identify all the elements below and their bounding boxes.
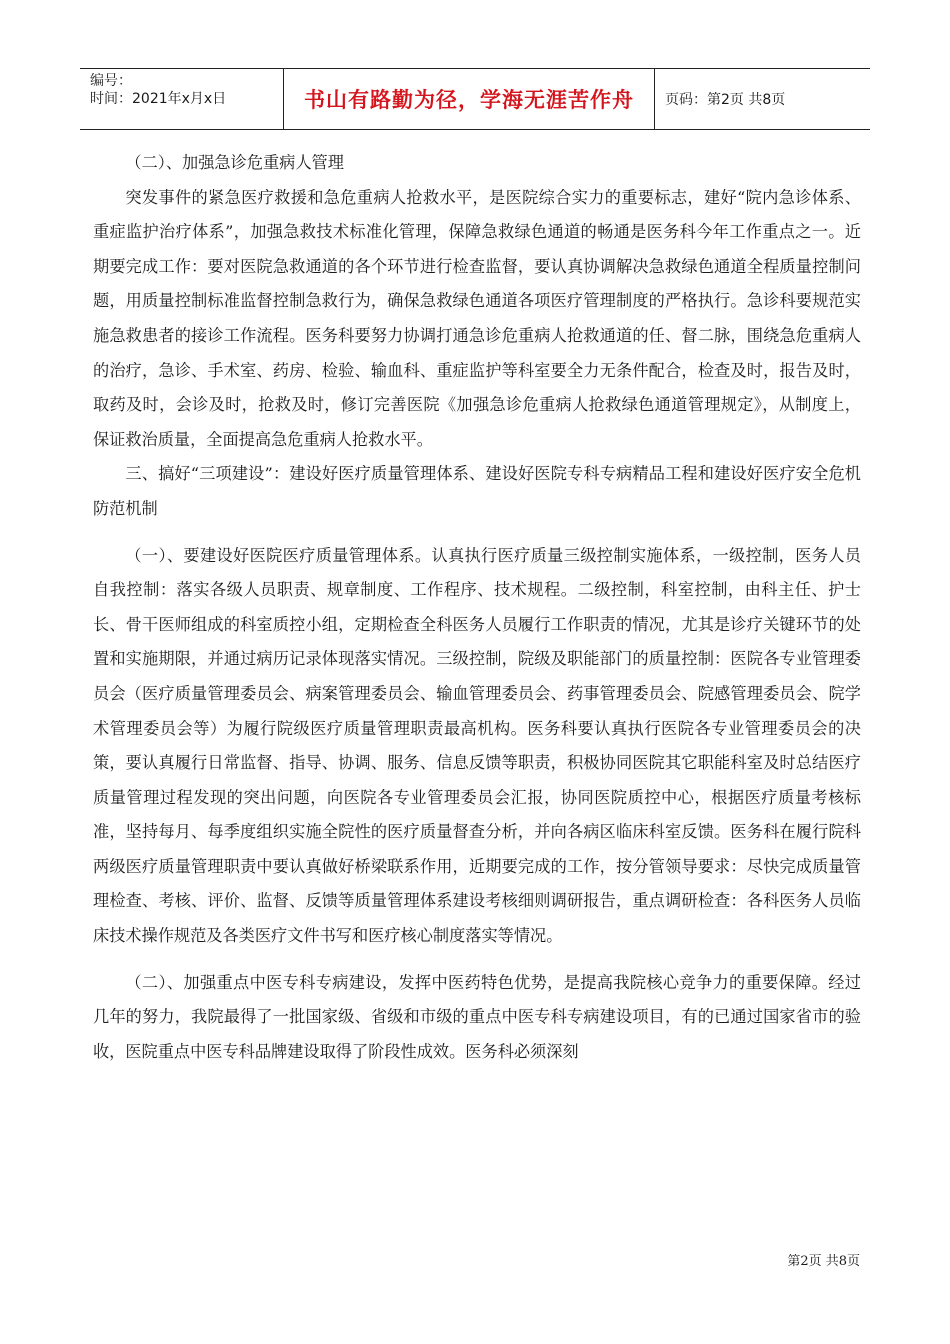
document-number-label: 编号：: [90, 73, 132, 89]
page-header: [80, 68, 870, 130]
document-time-label: 时间：2021年x月x日: [90, 91, 227, 107]
document-body: [93, 146, 861, 1069]
page-footer: 第2页 共8页: [787, 1254, 860, 1269]
section-heading-emergency: （二）、加强急诊危重病人管理: [125, 153, 344, 172]
header-meta: [80, 69, 283, 129]
paragraph-emergency-management: 突发事件的紧急医疗救援和急危重病人抢救水平，是医院综合实力的重要标志，建好“院内急诊体系、重症监护治疗体系”，加强急救技术标准化管理，保障急救绿色通道的畅通是医务科今年工作重点之一。近期要完成工作：要对医院急救通道的各个环节进行检查监督，要认真协调解决急救绿色通道全程质量控制问题，用质量控制标准监督控制急救行为，确保急救绿色通道各项医疗管理制度的严格执行。急诊科要规范实施急救患者的接诊工作流程。医务科要努力协调打通急诊危重病人抢救通道的任、督二脉，围绕急危重病人的治疗，急诊、手术室、药房、检验、输血科、重症监护等科室要全力无条件配合，检查及时，报告及时，取药及时，会诊及时，抢救及时，修订完善医院《加强急诊危重病人抢救绿色通道管理规定》，从制度上，保证救治质量，全面提高急危重病人抢救水平。: [93, 187, 861, 449]
paragraph-quality-system: （一）、要建设好医院医疗质量管理体系。认真执行医疗质量三级控制实施体系，一级控制，医务人员自我控制：落实各级人员职责、规章制度、工作程序、技术规程。二级控制，科室控制，由科主任、护士长、骨干医师组成的科室质控小组，定期检查全科医务人员履行工作职责的情况，尤其是诊疗关键环节的处置和实施期限，并通过病历记录体现落实情况。三级控制，院级及职能部门的质量控制：医院各专业管理委员会（医疗质量管理委员会、病案管理委员会、输血管理委员会、药事管理委员会、院感管理委员会、院学术管理委员会等）为履行院级医疗质量管理职责最高机构。医务科要认真执行医院各专业管理委员会的决策，要认真履行日常监督、指导、协调、服务、信息反馈等职责，积极协同医院其它职能科室及时总结医疗质量管理过程发现的突出问题，向医院各专业管理委员会汇报，协同医院质控中心，根据医疗质量考核标准，坚持每月、每季度组织实施全院性的医疗质量督查分析，并向各病区临床科室反馈。医务科在履行院科两级医疗质量管理职责中要认真做好桥梁联系作用，近期要完成的工作，按分管领导要求：尽快完成质量管理检查、考核、评价、监督、反馈等质量管理体系建设考核细则调研报告，重点调研检查：各科医务人员临床技术操作规范及各类医疗文件书写和医疗核心制度落实等情况。: [93, 545, 861, 946]
header-page-number: 页码：第2页 共8页: [665, 92, 786, 108]
section-heading-three-constructions: 三、搞好“三项建设”：建设好医疗质量管理体系、建设好医院专科专病精品工程和建设好医疗安全危机防范机制: [93, 464, 861, 518]
paragraph-specialty-construction: （二）、加强重点中医专科专病建设，发挥中医药特色优势，是提高我院核心竞争力的重要保障。经过几年的努力，我院最得了一批国家级、省级和市级的重点中医专科专病建设项目，有的已通过国家省市的验收，医院重点中医专科品牌建设取得了阶段性成效。医务科必须深刻: [93, 972, 861, 1061]
header-motto: 书山有路勤为径，学海无涯苦作舟: [283, 69, 655, 129]
